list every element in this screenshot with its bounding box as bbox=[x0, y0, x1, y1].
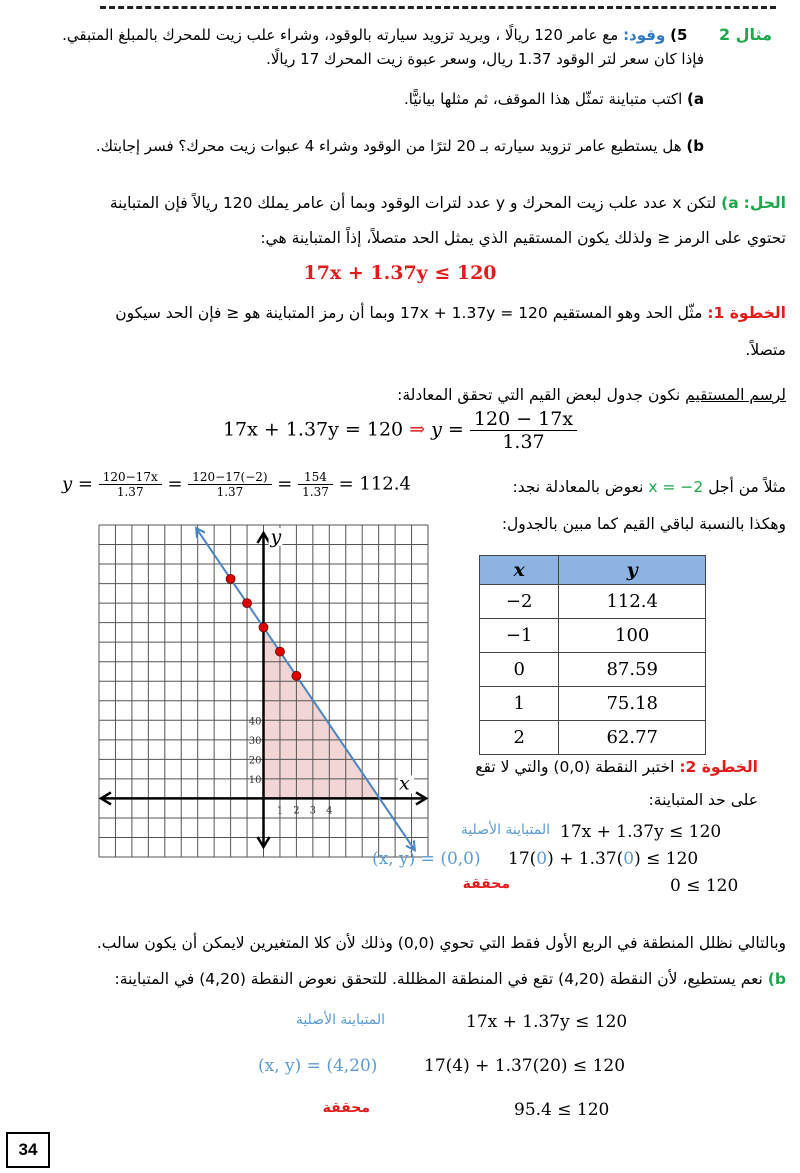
check1-sub-expr bbox=[508, 849, 698, 869]
inequality-main: 17x + 1.37y ≤ 120 bbox=[303, 262, 497, 284]
cell-x: −1 bbox=[480, 619, 559, 653]
solution-label: الحل: bbox=[743, 194, 786, 212]
example-text bbox=[446, 475, 786, 499]
x-axis-label: x bbox=[399, 772, 410, 795]
part-a-question bbox=[14, 88, 704, 110]
cell-x: 0 bbox=[480, 653, 559, 687]
table-row bbox=[480, 653, 706, 687]
check2-original-label: المتباينة الأصلية bbox=[295, 1012, 385, 1028]
y-tick-label: 20 bbox=[248, 755, 262, 767]
solve-numerator: 120 − 17x bbox=[470, 408, 577, 431]
calc-fraction-2 bbox=[188, 470, 271, 499]
part-b-answer bbox=[26, 967, 786, 991]
part-a-label: a) bbox=[687, 90, 704, 108]
problem-line-2: فإذا كان سعر لتر الوقود 1.37 ريال، وسعر عبوة زيت المحرك 17 ريالًا. bbox=[266, 50, 704, 68]
step2-line-2: على حد المتباينة: bbox=[648, 791, 758, 809]
part-b-label: b) bbox=[686, 137, 704, 155]
calc-y: y = bbox=[62, 473, 93, 495]
check1-zero-2: 0 bbox=[623, 849, 635, 869]
inequality-graph bbox=[95, 520, 430, 860]
step1-line-2: متصلاً. bbox=[745, 341, 786, 359]
solve-fraction bbox=[470, 408, 577, 453]
cell-y: 112.4 bbox=[559, 585, 706, 619]
part-b-question bbox=[14, 135, 704, 157]
part-a-text: اكتب متباينة تمثّل هذا الموقف، ثم مثلها بيانيًّا. bbox=[404, 90, 683, 108]
cell-x: 1 bbox=[480, 687, 559, 721]
check1-original: 17x + 1.37y ≤ 120 bbox=[560, 822, 722, 842]
check1-sub-label: (x, y) = (0,0) bbox=[372, 849, 481, 869]
cell-x: 2 bbox=[480, 721, 559, 755]
page-number: 34 bbox=[6, 1132, 50, 1168]
similarly-text: وهكذا بالنسبة لباقي القيم كما مبين بالجدول: bbox=[501, 515, 786, 533]
calc-f1-num: 120−17x bbox=[99, 470, 162, 485]
step1-text: مثّل الحد وهو المستقيم 17x + 1.37y = 120 وبما أن رمز المتباينة هو ≤ فإن الحد سيكون bbox=[115, 304, 703, 322]
table-intro-underlined: لرسم المستقيم bbox=[685, 386, 786, 404]
example-text-pre: مثلاً من أجل bbox=[708, 478, 786, 496]
example-label: مثال 2 bbox=[718, 25, 772, 44]
check1-zero-1: 0 bbox=[536, 849, 548, 869]
cell-y: 62.77 bbox=[559, 721, 706, 755]
data-point bbox=[292, 671, 301, 680]
y-tick-label: 40 bbox=[248, 716, 262, 728]
values-table bbox=[479, 555, 706, 755]
check1-sub-a: 17( bbox=[508, 849, 537, 869]
data-point bbox=[243, 599, 252, 608]
cell-y: 100 bbox=[559, 619, 706, 653]
cell-y: 75.18 bbox=[559, 687, 706, 721]
implies-arrow: ⇒ bbox=[409, 418, 426, 441]
table-intro bbox=[86, 383, 786, 407]
top-dashed-divider bbox=[100, 6, 776, 9]
table-intro-rest: نكون جدول لبعض القيم التي تحقق المعادلة: bbox=[397, 386, 686, 404]
calc-f1-den: 1.37 bbox=[116, 485, 144, 499]
step1-label: الخطوة 1: bbox=[707, 304, 786, 322]
part-b-text: هل يستطيع عامر تزويد سيارته بـ 20 لترًا من الوقود وشراء 4 عبوات زيت محرك؟ فسر إجابتك. bbox=[95, 137, 682, 155]
problem-number: 5) bbox=[670, 26, 688, 44]
step2-text: اختبر النقطة (0,0) والتي لا تقع bbox=[475, 758, 675, 776]
check1-sub-c: ) ≤ 120 bbox=[634, 849, 699, 869]
calc-result: = 112.4 bbox=[338, 473, 411, 495]
cell-y: 87.59 bbox=[559, 653, 706, 687]
check1-verified: محققة bbox=[462, 876, 510, 892]
example-text-post: نعوض بالمعادلة نجد: bbox=[512, 478, 644, 496]
calc-f3-den: 1.37 bbox=[302, 485, 329, 499]
calc-fraction-3 bbox=[298, 470, 333, 499]
check1-sub-b: ) + 1.37( bbox=[547, 849, 624, 869]
table-row bbox=[480, 585, 706, 619]
check2-block bbox=[258, 1012, 790, 1144]
check2-result: 95.4 ≤ 120 bbox=[514, 1100, 610, 1120]
data-point bbox=[226, 574, 235, 583]
y-tick-label: 10 bbox=[248, 774, 262, 786]
example-value: x = −2 bbox=[648, 478, 704, 496]
step2-line-1 bbox=[418, 755, 758, 779]
calc-fraction-1 bbox=[99, 470, 162, 499]
solve-for-y-equation bbox=[170, 408, 630, 453]
problem-topic: وقود: bbox=[623, 26, 666, 44]
check2-sub-expr: 17(4) + 1.37(20) ≤ 120 bbox=[424, 1056, 626, 1076]
check2-original: 17x + 1.37y ≤ 120 bbox=[466, 1012, 628, 1032]
calc-f3-num: 154 bbox=[298, 470, 333, 485]
example-calculation: y = $\frac{120-17x}{1.37}$ = $\frac{120-17(-2)}{1.37}$ = $\frac{154}{1.37}$ = 112.4 bbox=[62, 470, 411, 499]
table-row bbox=[480, 619, 706, 653]
solution-intro-1 bbox=[96, 191, 786, 215]
data-point bbox=[275, 647, 284, 656]
data-point bbox=[259, 623, 268, 632]
x-tick-label: 3 bbox=[309, 805, 317, 817]
x-tick-label: 1 bbox=[276, 805, 284, 817]
solve-y: y = bbox=[431, 418, 464, 441]
shading-text: وبالتالي نظلل المنطقة في الربع الأول فقط التي تحوي (0,0) وذلك لأن كلا المتغيرين لايمكن أن يكون سالب. bbox=[96, 934, 786, 952]
check2-sub-label: (x, y) = (4,20) bbox=[258, 1056, 378, 1076]
check1-block bbox=[372, 822, 790, 903]
table-header-x: x bbox=[480, 556, 559, 585]
table-row bbox=[480, 721, 706, 755]
y-tick-label: 30 bbox=[248, 735, 262, 747]
solve-denominator: 1.37 bbox=[502, 431, 545, 453]
solve-lhs: 17x + 1.37y = 120 bbox=[222, 418, 404, 441]
x-tick-label: 2 bbox=[293, 805, 300, 817]
solution-intro-text-1: لتكن x عدد علب زيت المحرك و y عدد لترات الوقود وبما أن عامر يملك 120 ريالاً فإن المتباينة bbox=[109, 194, 717, 212]
calc-f2-den: 1.37 bbox=[216, 485, 244, 499]
check2-verified: محققة bbox=[322, 1100, 370, 1116]
step2-label: الخطوة 2: bbox=[679, 758, 758, 776]
x-tick-label: 4 bbox=[326, 805, 333, 817]
solution-intro-2: تحتوي على الرمز ≤ ولذلك يكون المستقيم الذي يمثل الحد متصلاً، إذاً المتباينة هي: bbox=[260, 229, 786, 247]
table-header-y: y bbox=[559, 556, 706, 585]
table-row bbox=[480, 687, 706, 721]
answer-b-label: b) bbox=[767, 970, 786, 988]
solution-part-a-label: a) bbox=[721, 194, 739, 212]
cell-x: −2 bbox=[480, 585, 559, 619]
problem-line-1: مع عامر 120 ريالًا ، ويريد تزويد سيارته بالوقود، وشراء علب زيت للمحرك بالمبلغ المتبقي. bbox=[62, 26, 619, 44]
y-axis-label: y bbox=[270, 526, 282, 548]
problem-header bbox=[12, 24, 772, 46]
check1-original-label: المتباينة الأصلية bbox=[460, 822, 550, 838]
calc-f2-num: 120−17(−2) bbox=[188, 470, 271, 485]
step1-line-1 bbox=[86, 301, 786, 325]
answer-b-text: نعم يستطيع، لأن النقطة (4,20) تقع في المنطقة المظللة. للتحقق نعوض النقطة (4,20) في المتباينة: bbox=[114, 970, 763, 988]
check1-result: 0 ≤ 120 bbox=[670, 876, 739, 896]
